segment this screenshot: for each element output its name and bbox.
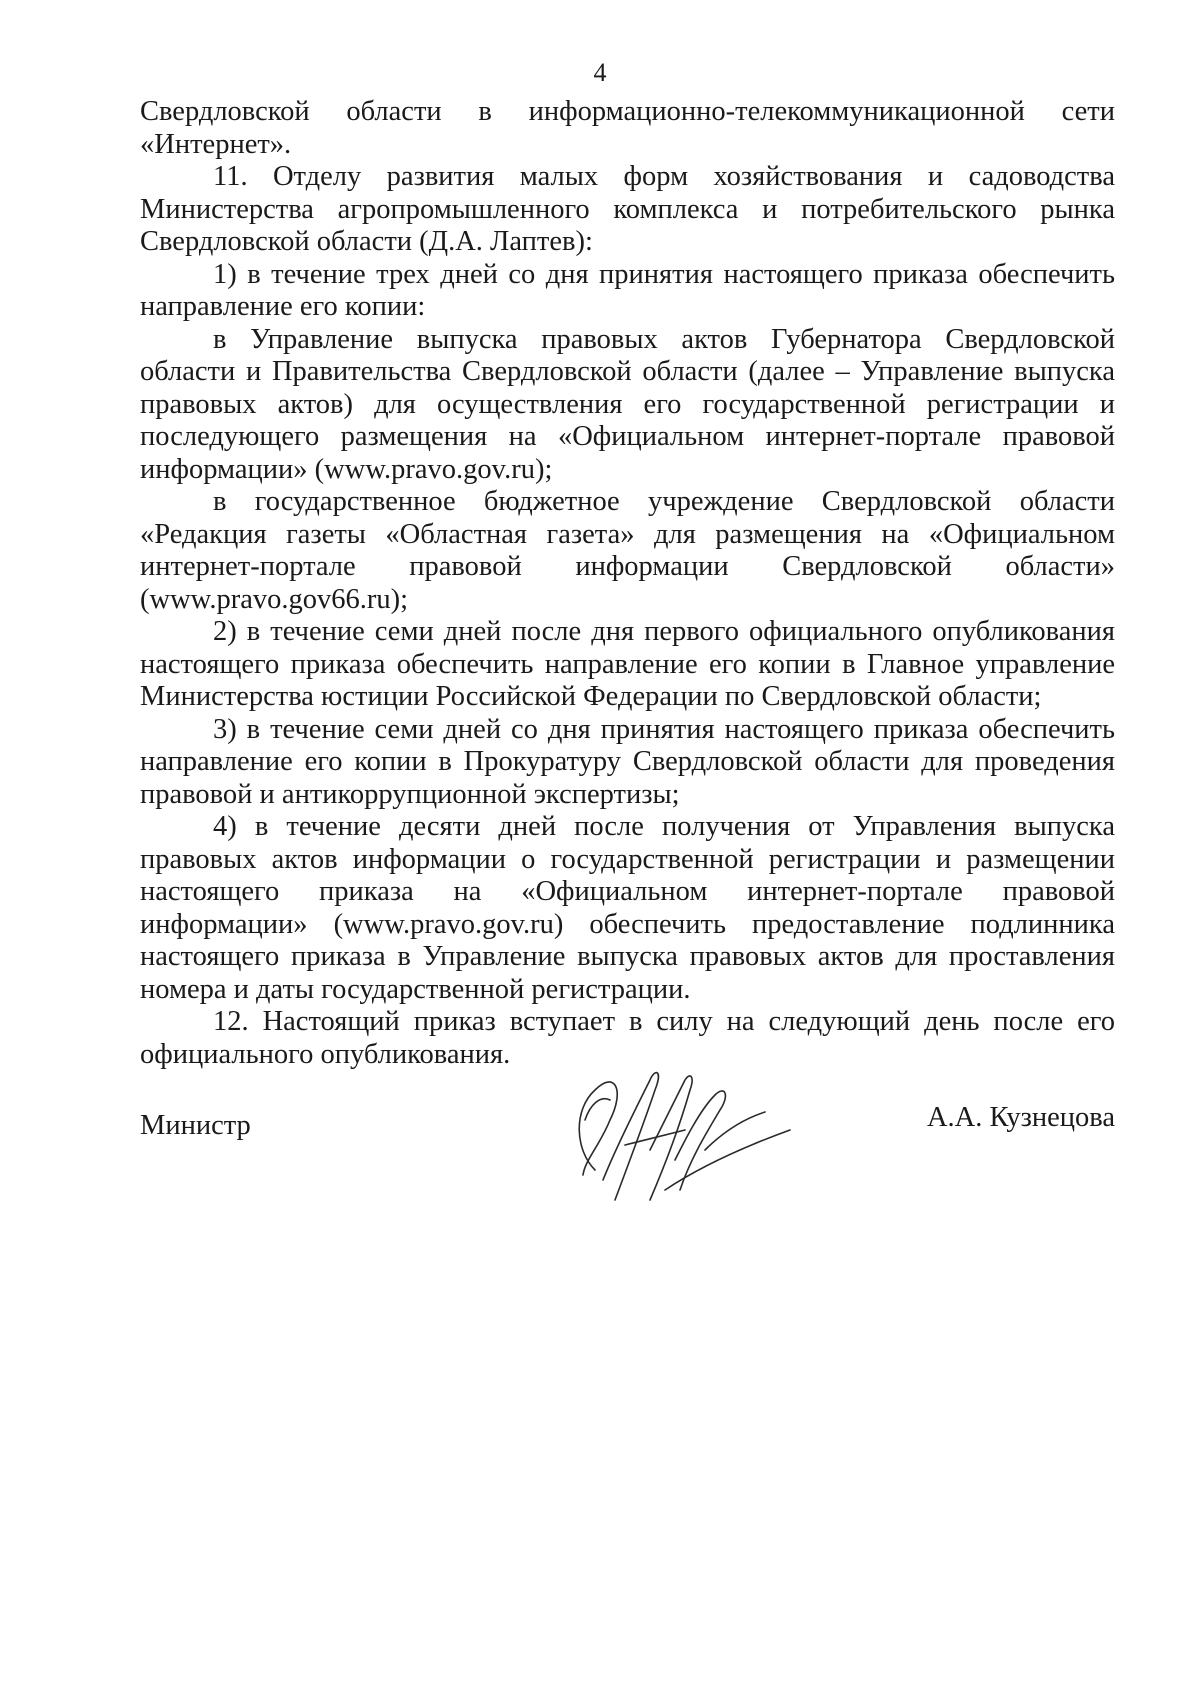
- paragraph-continuation: Свердловской области в информационно-телекоммуникационной сети «Интернет».: [140, 96, 1115, 160]
- paragraph-subitem-4: 4) в течение десяти дней после получения от Управления выпуска правовых актов информации о государственной регистрации и размещении настоящего приказа на «Официальном интернет-портале правовой информации» (www.pravo.gov.ru) обеспечить предоставление подлинника настоящего приказа в Управление выпуска правовых актов для проставления номера и даты государственной регистрации.: [140, 811, 1115, 1005]
- paragraph-item-12: 12. Настоящий приказ вступает в силу на следующий день после его официального опубликования.: [140, 1006, 1115, 1070]
- document-body: [140, 96, 1115, 1071]
- page-number: 4: [593, 58, 607, 87]
- signatory-title: Министр: [140, 1110, 251, 1141]
- signatory-name: А.А. Кузнецова: [926, 1102, 1115, 1133]
- paragraph-subitem-3: 3) в течение семи дней со дня принятия настоящего приказа обеспечить направление его копии в Прокуратуру Свердловской области для проведения правовой и антикоррупционной экспертизы;: [140, 713, 1115, 810]
- signature-block: [140, 1102, 1115, 1150]
- paragraph-subitem-2: 2) в течение семи дней после дня первого официального опубликования настоящего приказа обеспечить направление его копии в Главное управление Министерства юстиции Российской Федерации по Свердловской области;: [140, 616, 1115, 712]
- paragraph-item-11: 11. Отделу развития малых форм хозяйствования и садоводства Министерства агропромышленного комплекса и потребительского рынка Свердловской области (Д.А. Лаптев):: [140, 161, 1115, 257]
- paragraph-subitem-1-recipient-b: в государственное бюджетное учреждение Свердловской области «Редакция газеты «Областная газета» для размещения на «Официальном интернет-портале правовой информации Свердловской области» (www.pravo.gov66.ru);: [140, 486, 1115, 615]
- paragraph-subitem-1-recipient-a: в Управление выпуска правовых актов Губернатора Свердловской области и Правительства Свердловской области (далее – Управление выпуска правовых актов) для осуществления его государственной регистрации и последующего размещения на «Официальном интернет-портале правовой информации» (www.pravo.gov.ru);: [140, 323, 1115, 485]
- paragraph-subitem-1: 1) в течение трех дней со дня принятия настоящего приказа обеспечить направление его копии:: [140, 258, 1115, 322]
